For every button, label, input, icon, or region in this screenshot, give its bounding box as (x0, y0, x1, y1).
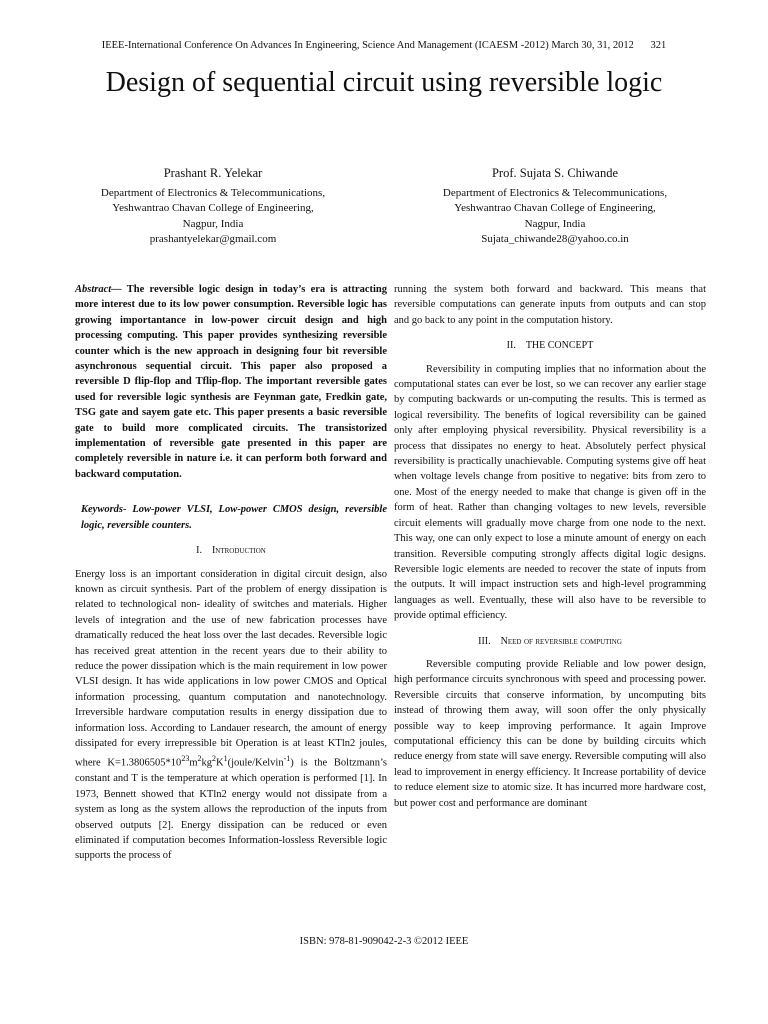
abstract-label: Abstract— (75, 284, 122, 295)
exponent: 23 (181, 754, 190, 764)
author-email: prashantyelekar@gmail.com (149, 233, 277, 245)
author-block-1 (48, 166, 378, 248)
section-heading-introduction (75, 543, 387, 558)
author-location: Nagpur, India (524, 217, 586, 230)
unit-text: (joule/Kelvin (227, 757, 284, 769)
author-name: Prashant R. Yelekar (163, 166, 263, 180)
unit-symbol: K (215, 757, 224, 769)
section-title: Need of reversible computing (500, 635, 622, 647)
section-title: THE CONCEPT (525, 340, 594, 352)
page-footer: ISBN: 978-81-909042-2-3 ©2012 IEEE (299, 936, 469, 947)
author-block-2 (390, 166, 720, 248)
left-column (75, 282, 387, 864)
unit-symbol: m (189, 757, 198, 769)
abstract-text: The reversible logic design in today’s era is attracting more interest due to its low power consumption. Reversible logic has growing importantance in low-power circuit design and high processing computing. This paper provides synthesizing reversible counter which is the new approach in designing four bit reversible asynchronous sequential circuit. This paper also proposed a reversible D flip-flop and Tflip-flop. The important reversible gates used for reversible logic synthesis are Feynman gate, Fredkin gate, TSG gate and sayem gate etc. This paper presents a basic reversible gate to build more complicated circuits. The transistorized implementation of reversible gate presented in this paper are completely reversible in nature i.e. it can perform both forward and backward computation. (75, 284, 387, 480)
author-department: Department of Electronics & Telecommunications, (442, 186, 668, 199)
exponent: 2 (197, 754, 202, 764)
paper-title: Design of sequential circuit using reversible logic (105, 67, 663, 98)
section-heading-concept (394, 338, 706, 353)
intro-text-part: Energy loss is an important consideration in digital circuit design, also known as circuit synthesis. Part of the problem of energy dissipation is related to technological non- ideality of switches and materials. Higher levels of integration and the use of new fabrication processes have dramatically reduced the heat loss over the last decades. Reversible logic has received great attention in the recent years due to their ability to reduce the power dissipation which is the main requirement in low power VLSI design. It has wide applications in low power CMOS and Optical information processing, quantum computation and nanotechnology. Irreversible hardware computation results in energy dissipation due to information loss. According to Landauer research, the amount of energy dissipated for every irrepressible bit Operation is at least KTln2 joules, where K=1.3806505*10 (75, 568, 387, 769)
unit-symbol: kg (201, 757, 212, 769)
concept-paragraph: Reversibility in computing implies that no information about the computational states can ever be lost, so we can recover any earlier stage by computing backwards or un-computing the results. This is termed as logical reversibility. The benefits of logical reversibility can be gained only after employing physical reversibility. Physical reversibility is a process that dissipates no energy to heat. Absolutely perfect physical reversibility is practically unachievable. Computing systems give off heat when voltage levels change from positive to negative: bits from zero to one. Most of the energy needed to make that change is given off in the form of heat. Rather than changing voltages to new levels, reversible circuit elements will gradually move charge from one node to the next. This way, one can only expect to lose a minute amount of energy on each transition. Reversible computing strongly affects digital logic designs. Reversible logic elements are needed to recover the state of inputs from the outputs. It will impact instruction sets and high-level programming languages as well. Eventually, these will also have to be reversible to provide optimal efficiency. (394, 363, 706, 622)
section-heading-need (394, 634, 706, 649)
author-location: Nagpur, India (182, 217, 244, 230)
author-name: Prof. Sujata S. Chiwande (491, 166, 619, 180)
author-department: Department of Electronics & Telecommunications, (100, 186, 326, 199)
need-paragraph: Reversible computing provide Reliable and low power design, high performance circuits synchronous with speed and processing power. Reversible circuits that conserve information, by uncomputing bits instead of throwing them away, will soon offer the only physically possible way to keep improving performance. It again Improve computational efficiency this can be done by building circuits which reduce energy from state will save energy. Reversible computing will also lead to improvement in energy efficiency. It Increase portability of device to reduce element size to atomic size. It has incurred more hardware cost, but power cost and performance are dominant (394, 658, 706, 809)
page-number: 321 (650, 40, 667, 51)
continued-paragraph: running the system both forward and backward. This means that reversible computations can generate inputs from outputs and can stop and go back to any point in the computation history. (394, 284, 706, 326)
running-header (0, 40, 768, 51)
right-column (394, 282, 706, 811)
exponent: -1 (283, 754, 291, 764)
author-college: Yeshwantrao Chavan College of Engineering, (112, 202, 314, 214)
abstract (75, 282, 387, 482)
exponent: 2 (211, 754, 216, 764)
section-number: I. (196, 545, 202, 557)
introduction-paragraph (75, 567, 387, 864)
section-number: III. (478, 635, 491, 647)
author-college: Yeshwantrao Chavan College of Engineering, (454, 202, 656, 214)
exponent: 1 (223, 754, 228, 764)
keywords: Keywords- Low-power VLSI, Low-power CMOS design, reversible logic, reversible counters. (81, 504, 387, 531)
section-number: II. (506, 340, 516, 352)
section-title: Introduction (211, 545, 266, 557)
conference-name: IEEE-International Conference On Advances In Engineering, Science And Management (ICAESM -2012) March 30, 31, 2012 (101, 40, 634, 51)
author-email: Sujata_chiwande28@yahoo.co.in (481, 233, 629, 245)
intro-text-part: ) is the Boltzmann’s constant and T is the temperature at which operation is performed [1]. In 1973, Bennett showed that KTln2 energy would not dissipate from a system as long as the system allows the reproduction of the inputs from observed outputs [2]. Energy dissipation can be reduced or even eliminated if computation becomes Information-lossless Reversible logic supports the process of (75, 757, 387, 862)
